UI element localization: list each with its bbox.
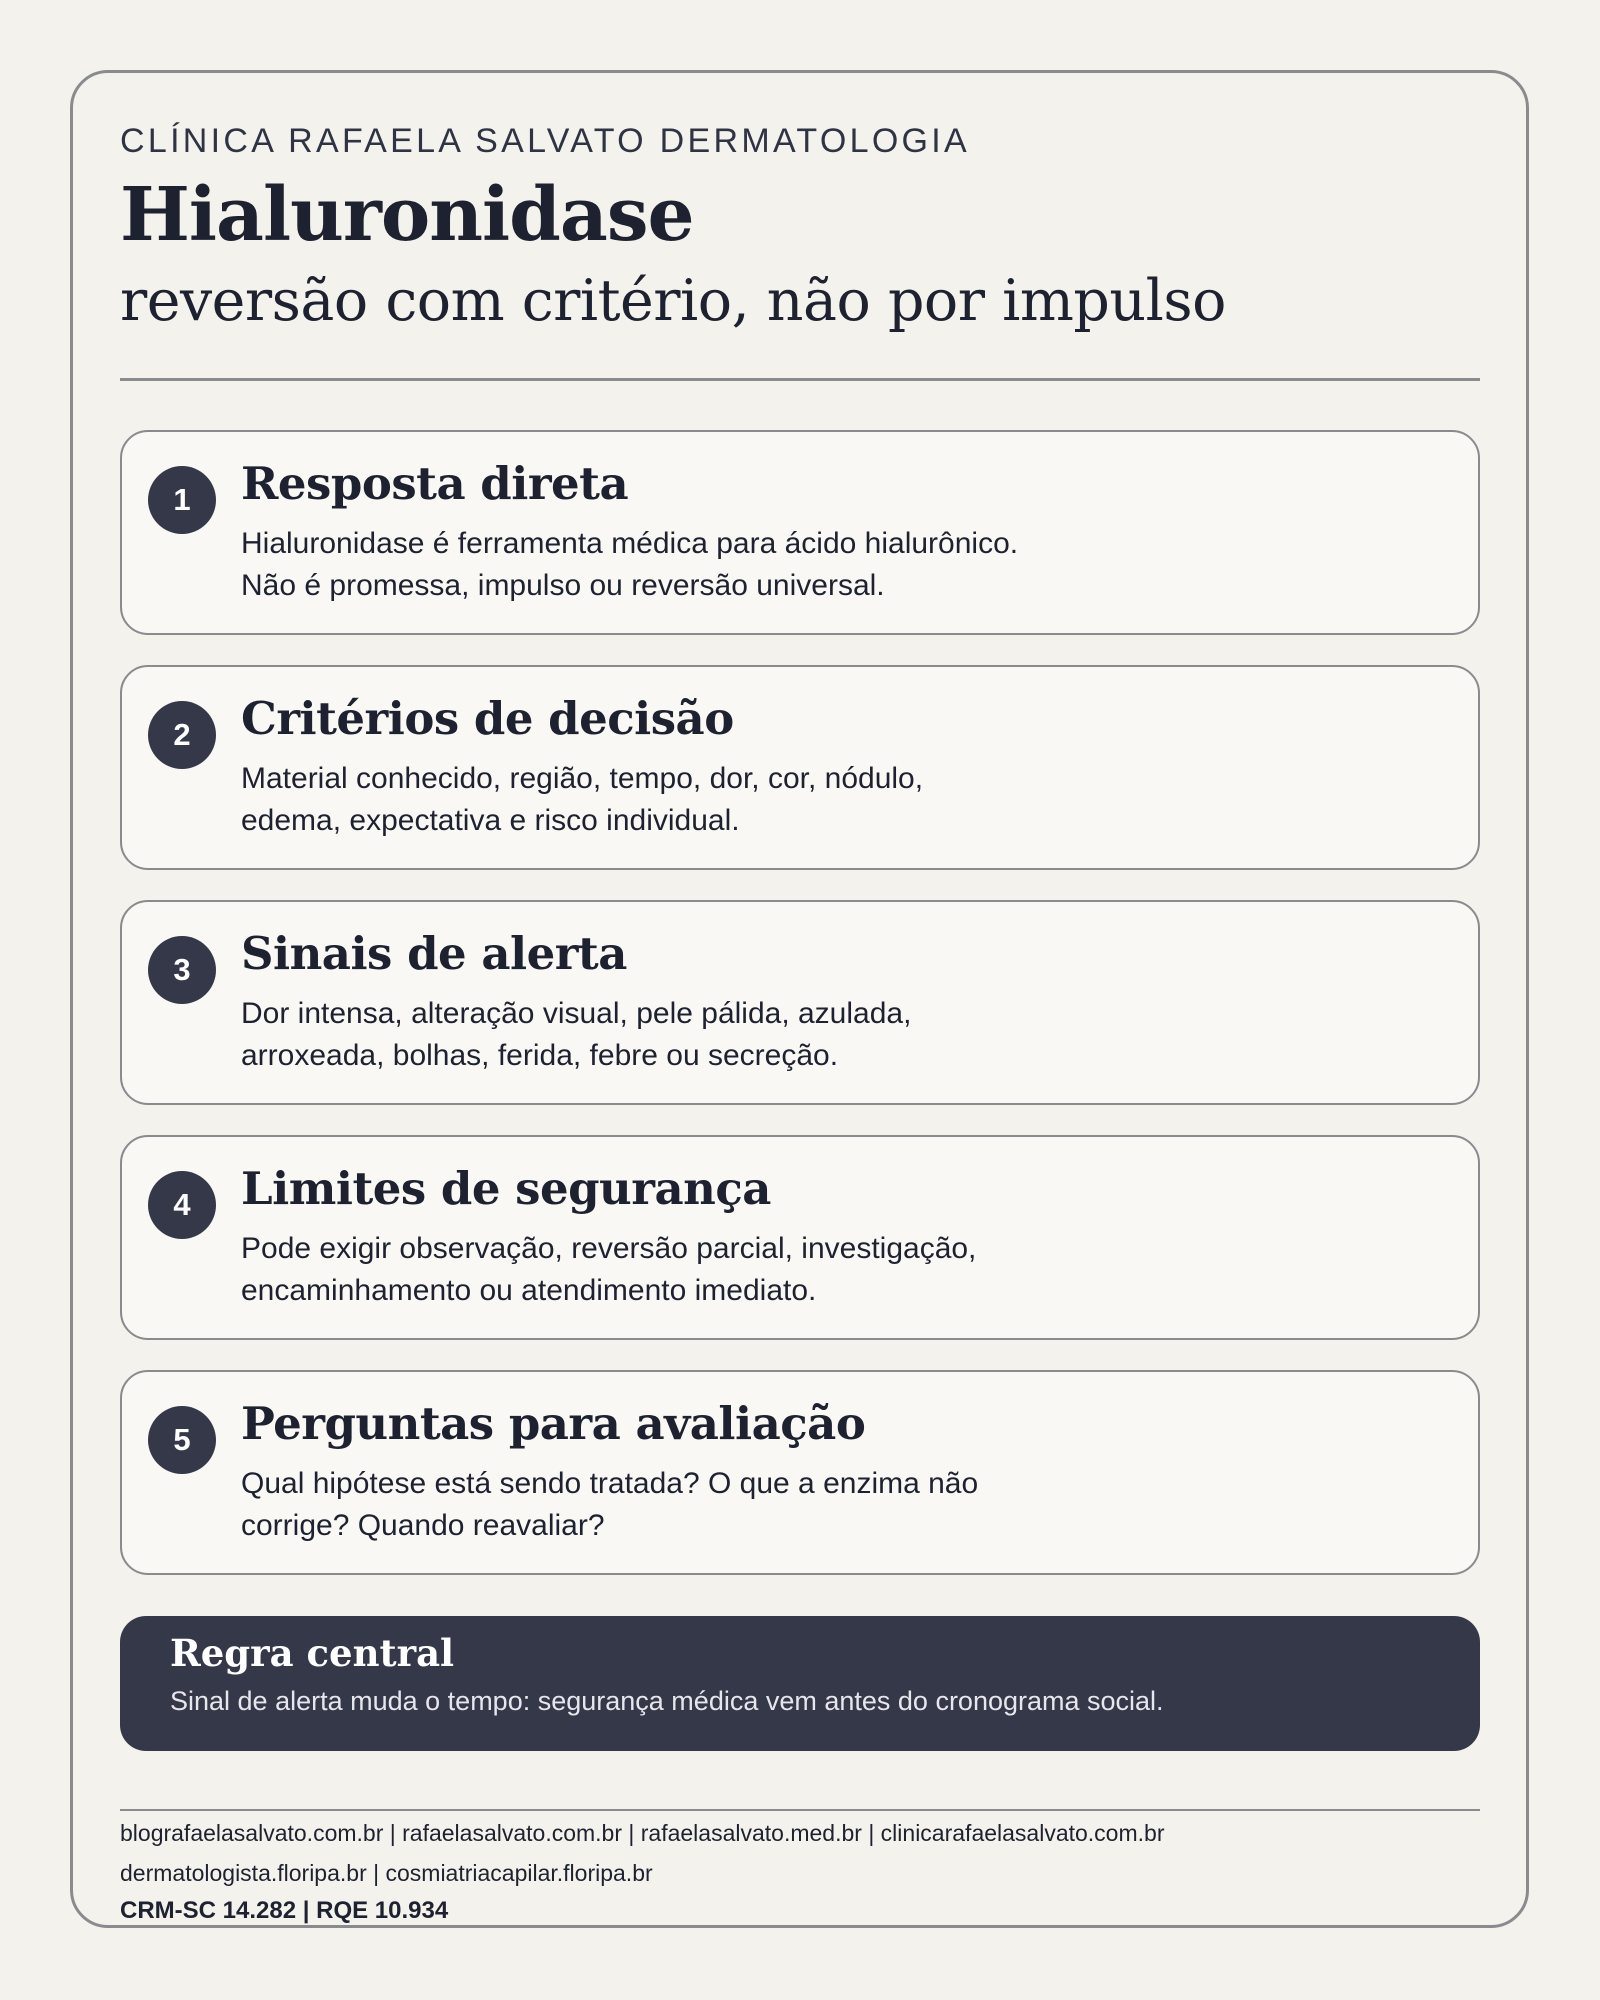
item-card-4 [120, 1135, 1480, 1340]
item-number-badge: 2 [148, 701, 216, 769]
page-subtitle: reversão com critério, não por impulso [120, 268, 1226, 334]
item-description [241, 993, 1441, 1077]
item-title: Sinais de alerta [241, 927, 627, 980]
item-title: Critérios de decisão [241, 692, 734, 745]
item-description-line: encaminhamento ou atendimento imediato. [241, 1274, 817, 1307]
item-number-badge: 4 [148, 1171, 216, 1239]
item-number-badge: 3 [148, 936, 216, 1004]
header-divider [120, 378, 1480, 381]
item-description-line: arroxeada, bolhas, ferida, febre ou secreção. [241, 1039, 839, 1072]
item-card-2 [120, 665, 1480, 870]
central-rule-text: Sinal de alerta muda o tempo: segurança médica vem antes do cronograma social. [170, 1686, 1164, 1716]
item-title: Perguntas para avaliação [241, 1397, 866, 1450]
item-description-line: Hialuronidase é ferramenta médica para ácido hialurônico. [241, 527, 1019, 560]
footer-divider [120, 1809, 1480, 1811]
item-description [241, 758, 1441, 842]
central-rule-box [120, 1616, 1480, 1751]
item-description-line: Pode exigir observação, reversão parcial, investigação, [241, 1232, 977, 1265]
item-description-line: Material conhecido, região, tempo, dor, cor, nódulo, [241, 762, 924, 795]
item-card-3 [120, 900, 1480, 1105]
item-description-line: Não é promessa, impulso ou reversão universal. [241, 569, 885, 602]
item-title: Limites de segurança [241, 1162, 771, 1215]
item-card-5 [120, 1370, 1480, 1575]
item-description [241, 523, 1441, 607]
central-rule-title: Regra central [170, 1631, 455, 1675]
item-description-line: Qual hipótese está sendo tratada? O que a enzima não [241, 1467, 979, 1500]
item-number-badge: 1 [148, 466, 216, 534]
item-description [241, 1228, 1441, 1312]
clinic-name: CLÍNICA RAFAELA SALVATO DERMATOLOGIA [120, 122, 971, 160]
item-description-line: edema, expectativa e risco individual. [241, 804, 740, 837]
item-description [241, 1463, 1441, 1547]
page-title: Hialuronidase [120, 172, 694, 258]
item-card-1 [120, 430, 1480, 635]
item-description-line: corrige? Quando reavaliar? [241, 1509, 605, 1542]
item-title: Resposta direta [241, 457, 629, 510]
item-number-badge: 5 [148, 1406, 216, 1474]
footer-registration: CRM-SC 14.282 | RQE 10.934 [120, 1897, 449, 1924]
footer-sites-line: dermatologista.floripa.br | cosmiatriacapilar.floripa.br [120, 1860, 653, 1886]
item-description-line: Dor intensa, alteração visual, pele pálida, azulada, [241, 997, 912, 1030]
footer-sites-line: blografaelasalvato.com.br | rafaelasalvato.com.br | rafaelasalvato.med.br | clinicarafaelasalvato.com.br [120, 1820, 1165, 1846]
